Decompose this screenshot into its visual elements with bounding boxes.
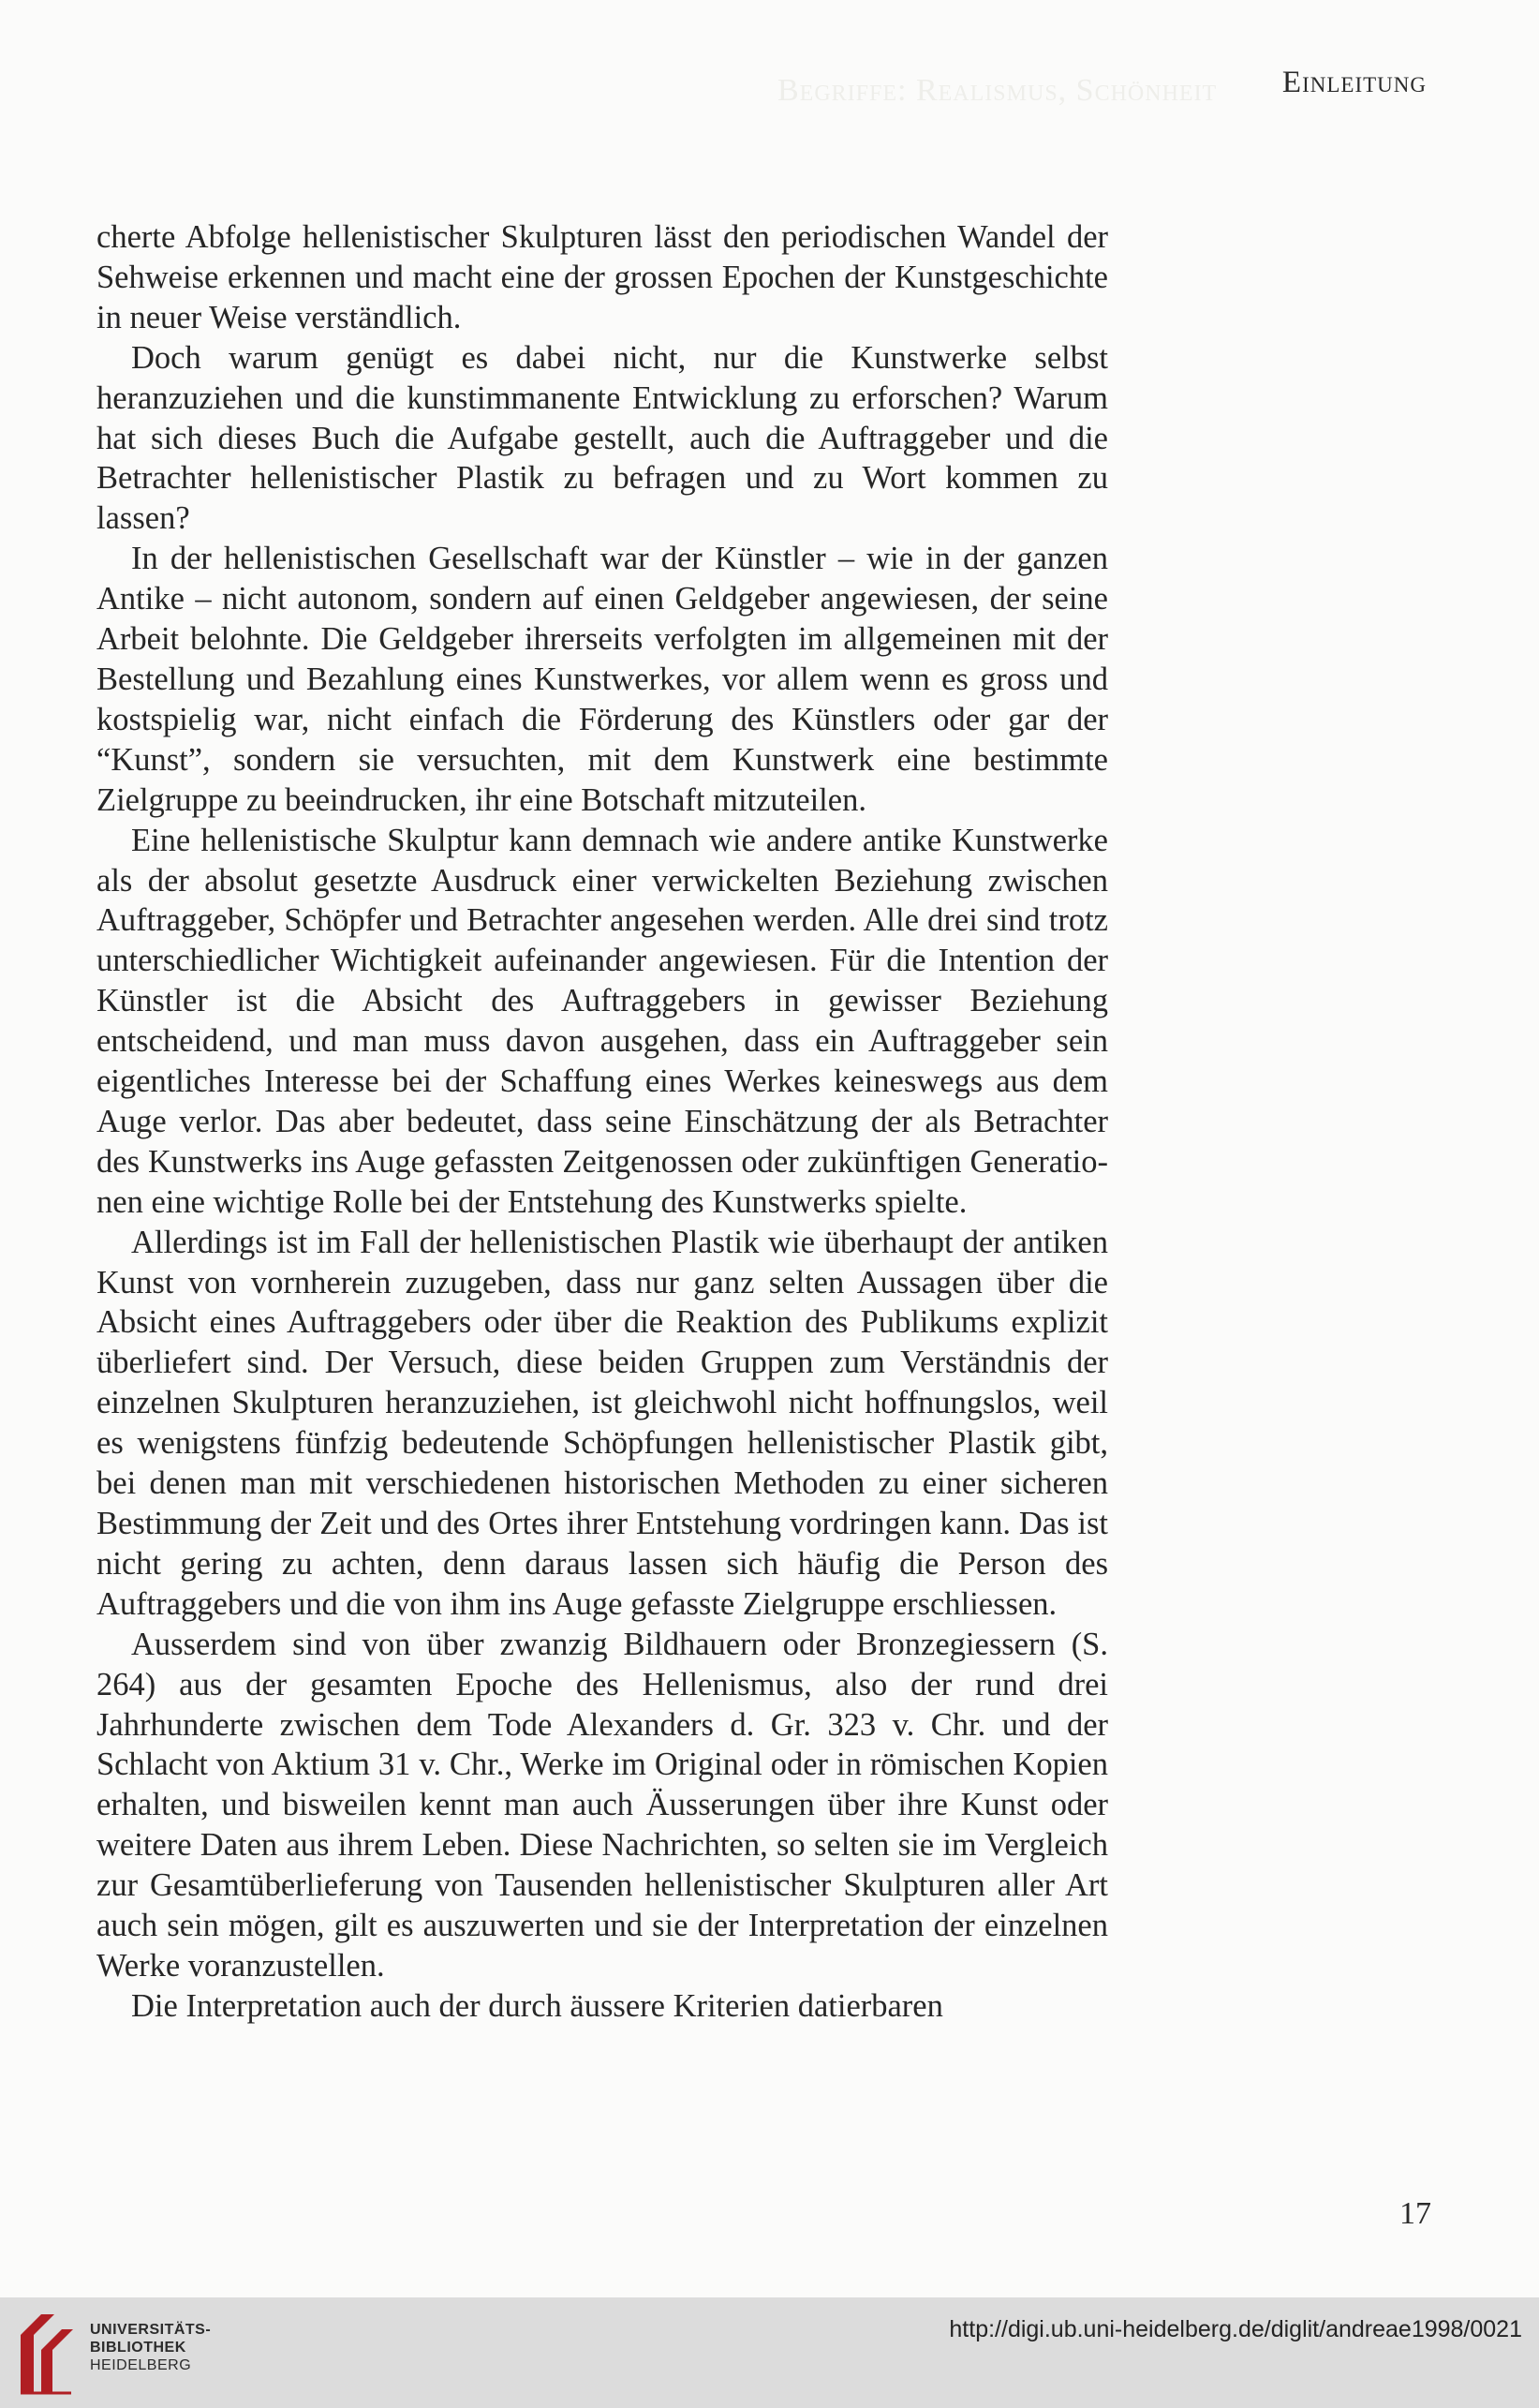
paragraph: Ausserdem sind von über zwanzig Bildhauern oder Bronzegiessern (S. 264) aus der gesamten Epoche des Hellenismus, also der rund drei Jahrhunderte zwischen dem Tode Alexanders d. Gr. 323 v. Chr. und der Schlacht von Aktium 31 v. Chr., Werke im Original oder in römischen Kopien erhalten, und bisweilen kennt man auch Äusserungen über ihre Kunst oder weitere Daten aus ihrem Leben. Diese Nachrichten, so selten sie im Vergleich zur Gesamtüberlieferung von Tausenden hellenistischer Skulpturen aller Art auch sein mögen, gilt es auszuwerten und sie der Interpretation der einzelnen Werke voranzustellen. <box>96 1626 1108 1984</box>
body-text <box>96 217 1108 2027</box>
paragraph: In der hellenistischen Gesellschaft war der Künstler – wie in der ganzen Antike – nicht autonom, sondern auf einen Geldgeber angewiesen, der seine Arbeit belohnte. Die Geldgeber ihrerseits verfolgten im allgemeinen mit der Bestellung und Bezahlung eines Kunstwerkes, vor allem wenn es gross und kostspielig war, nicht einfach die Förderung des Künstlers oder gar der “Kunst”, sondern sie versuchten, mit dem Kunstwerk eine bestimmte Zielgruppe zu beeindrucken, ihr eine Botschaft mitzuteilen. <box>96 541 1108 818</box>
source-url-link[interactable]: http://digi.ub.uni-heidelberg.de/diglit/andreae1998/0021 <box>949 2316 1522 2342</box>
logo-line: HEIDELBERG <box>90 2357 192 2373</box>
logo-line: BIBLIOTHEK <box>90 2340 186 2356</box>
paragraph: Die Interpretation auch der durch äussere Kriterien datierbaren <box>131 1987 943 2024</box>
paragraph: Eine hellenistische Skulptur kann demnach wie andere antike Kunstwerke als der absolut gesetzte Ausdruck einer verwickelten Beziehung zwischen Auftraggeber, Schöpfer und Betrachter angesehen werden. Alle drei sind trotz unterschiedlicher Wichtigkeit aufeinander angewiesen. Für die Intention der Künstler ist die Absicht des Auftraggebers in gewisser Beziehung entscheidend, und man muss davon ausgehen, dass ein Auftraggeber sein eigentliches Interesse bei der Schaffung eines Werkes keineswegs aus dem Auge verlor. Das aber bedeutet, dass seine Einschätzung der als Betrachter des Kunstwerks ins Auge gefassten Zeitgenossen oder zukünftigen Generationen eine wichtige Rolle bei der Entstehung des Kunstwerks spielte. <box>96 822 1108 1220</box>
logo-line: UNIVERSITÄTS- <box>90 2322 212 2338</box>
paragraph: Allerdings ist im Fall der hellenistischen Plastik wie überhaupt der antiken Kunst von vornherein zuzugeben, dass nur ganz selten Aussagen über die Absicht eines Auftraggebers oder über die Reaktion des Publikums explizit überliefert sind. Der Versuch, diese beiden Gruppen zum Verständnis der einzelnen Skulpturen heranzuziehen, ist gleichwohl nicht hoffnungslos, weil es wenigstens fünfzig bedeutende Schöpfungen hellenistischer Plastik gibt, bei denen man mit verschiedenen historischen Methoden zu einer sicheren Bestimmung der Zeit und des Ortes ihrer Entstehung vordringen kann. Das ist nicht gering zu achten, denn daraus lassen sich häufig die Person des Auftraggebers und die von ihm ins Auge gefasste Zielgruppe erschliessen. <box>96 1224 1108 1622</box>
running-head: Einleitung <box>1281 66 1427 99</box>
bleed-through-text: Begriffe: Realismus, Schönheit <box>777 73 1218 108</box>
library-footer <box>0 2297 1539 2408</box>
paragraph: cherte Abfolge hellenistischer Skulpturen lässt den periodischen Wandel der Sehweise erkennen und macht eine der grossen Epochen der Kunstgeschichte in neuer Weise verständlich. <box>96 219 1108 335</box>
page-number: 17 <box>1399 2196 1431 2231</box>
library-logo-text <box>90 2321 211 2374</box>
paragraph: Doch warum genügt es dabei nicht, nur die Kunstwerke selbst heranzuziehen und die kunstimmanente Entwicklung zu erforschen? Warum hat sich dieses Buch die Aufgabe gestellt, auch die Auftraggeber und die Betrachter hellenistischer Plastik zu befragen und zu Wort kommen zu lassen? <box>96 339 1108 537</box>
library-logo-icon <box>13 2307 79 2401</box>
